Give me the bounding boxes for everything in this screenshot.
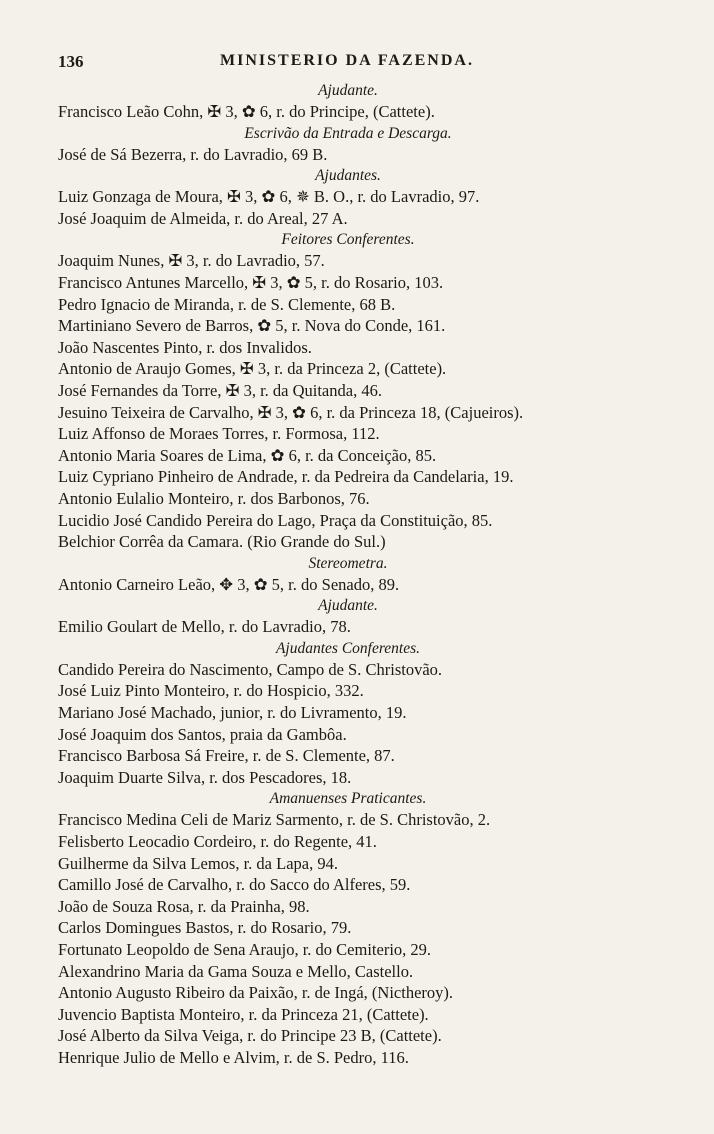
listing-entry: Francisco Leão Cohn, ✠ 3, ✿ 6, r. do Principe, (Cattete). xyxy=(58,102,435,121)
listing-entry: Camillo José de Carvalho, r. do Sacco do Alferes, 59. xyxy=(58,875,411,895)
directory-listing xyxy=(58,80,638,1069)
listing-entry: Guilherme da Silva Lemos, r. da Lapa, 94. xyxy=(58,853,338,873)
listing-entry: Jesuino Teixeira de Carvalho, ✠ 3, ✿ 6, r. da Princeza 18, (Cajueiros). xyxy=(58,402,524,422)
section-heading: Amanuenses Praticantes. xyxy=(269,790,427,808)
section-heading: Ajudantes Conferentes. xyxy=(275,639,421,657)
listing-entry: Carlos Domingues Bastos, r. do Rosario, 79. xyxy=(58,918,352,938)
listing-entry: Alexandrino Maria da Gama Souza e Mello, Castello. xyxy=(58,961,414,981)
listing-entry: Francisco Barbosa Sá Freire, r. de S. Clemente, 87. xyxy=(58,746,395,766)
listing-entry: Martiniano Severo de Barros, ✿ 5, r. Nova do Conde, 161. xyxy=(58,316,446,336)
section xyxy=(58,123,638,166)
listing-entry: Felisberto Leocadio Cordeiro, r. do Regente, 41. xyxy=(58,832,377,852)
listing-entry: José de Sá Bezerra, r. do Lavradio, 69 B. xyxy=(58,144,328,164)
section xyxy=(58,638,638,789)
running-title: MINISTERIO DA FAZENDA. xyxy=(220,52,474,69)
section xyxy=(58,165,638,229)
section-heading: Stereometra. xyxy=(308,554,388,572)
listing-entry: Joaquim Nunes, ✠ 3, r. do Lavradio, 57. xyxy=(58,251,325,271)
section xyxy=(58,80,638,123)
section xyxy=(58,553,638,596)
listing-entry: Antonio Maria Soares de Lima, ✿ 6, r. da Conceição, 85. xyxy=(58,445,437,465)
page-header xyxy=(58,52,636,76)
listing-entry: Francisco Antunes Marcello, ✠ 3, ✿ 5, r. do Rosario, 103. xyxy=(58,272,444,292)
listing-entry: Antonio Augusto Ribeiro da Paixão, r. de Ingá, (Nictheroy). xyxy=(58,983,454,1003)
listing-entry: João de Souza Rosa, r. da Prainha, 98. xyxy=(58,896,310,916)
listing-entry: Luiz Gonzaga de Moura, ✠ 3, ✿ 6, ✵ B. O., r. do Lavradio, 97. xyxy=(58,187,480,207)
listing-entry: Antonio Eulalio Monteiro, r. dos Barbonos, 76. xyxy=(58,488,370,508)
listing-entry: Antonio de Araujo Gomes, ✠ 3, r. da Princeza 2, (Cattete). xyxy=(58,359,447,379)
section-heading: Ajudantes. xyxy=(315,167,381,185)
section-heading: Escrivão da Entrada e Descarga. xyxy=(244,124,452,142)
section-heading: Ajudante. xyxy=(318,82,378,99)
page-number: 136 xyxy=(58,52,84,71)
listing-entry: Luiz Cypriano Pinheiro de Andrade, r. da Pedreira da Candelaria, 19. xyxy=(58,467,514,487)
listing-entry: José Luiz Pinto Monteiro, r. do Hospicio, 332. xyxy=(58,681,364,701)
section xyxy=(58,595,638,638)
listing-entry: Henrique Julio de Mello e Alvim, r. de S. Pedro, 116. xyxy=(58,1047,409,1067)
section-heading: Feitores Conferentes. xyxy=(281,231,415,249)
listing-entry: José Joaquim de Almeida, r. do Areal, 27 A. xyxy=(58,208,348,228)
listing-entry: José Joaquim dos Santos, praia da Gambôa. xyxy=(58,724,347,744)
listing-entry: Belchior Corrêa da Camara. (Rio Grande do Sul.) xyxy=(58,532,386,552)
listing-entry: Francisco Medina Celi de Mariz Sarmento, r. de S. Christovão, 2. xyxy=(58,810,491,830)
listing-entry: Pedro Ignacio de Miranda, r. de S. Clemente, 68 B. xyxy=(58,294,396,314)
listing-entry: Lucidio José Candido Pereira do Lago, Praça da Constituição, 85. xyxy=(58,510,493,530)
listing-entry: Fortunato Leopoldo de Sena Araujo, r. do Cemiterio, 29. xyxy=(58,940,432,959)
listing-entry: Mariano José Machado, junior, r. do Livramento, 19. xyxy=(58,703,407,723)
listing-entry: Luiz Affonso de Moraes Torres, r. Formosa, 112. xyxy=(58,424,380,444)
section xyxy=(58,229,638,552)
section-heading: Ajudante. xyxy=(318,597,378,615)
listing-entry: Candido Pereira do Nascimento, Campo de S. Christovão. xyxy=(58,659,443,679)
listing-entry: Joaquim Duarte Silva, r. dos Pescadores, 18. xyxy=(58,767,352,787)
listing-entry: José Fernandes da Torre, ✠ 3, r. da Quitanda, 46. xyxy=(58,380,382,400)
listing-entry: José Alberto da Silva Veiga, r. do Principe 23 B, (Cattete). xyxy=(58,1026,442,1046)
section xyxy=(58,788,638,1068)
listing-entry: Emilio Goulart de Mello, r. do Lavradio, 78. xyxy=(58,617,351,637)
listing-entry: João Nascentes Pinto, r. dos Invalidos. xyxy=(58,337,312,357)
listing-entry: Antonio Carneiro Leão, ✥ 3, ✿ 5, r. do Senado, 89. xyxy=(58,574,400,594)
listing-entry: Juvencio Baptista Monteiro, r. da Princeza 21, (Cattete). xyxy=(58,1004,429,1024)
